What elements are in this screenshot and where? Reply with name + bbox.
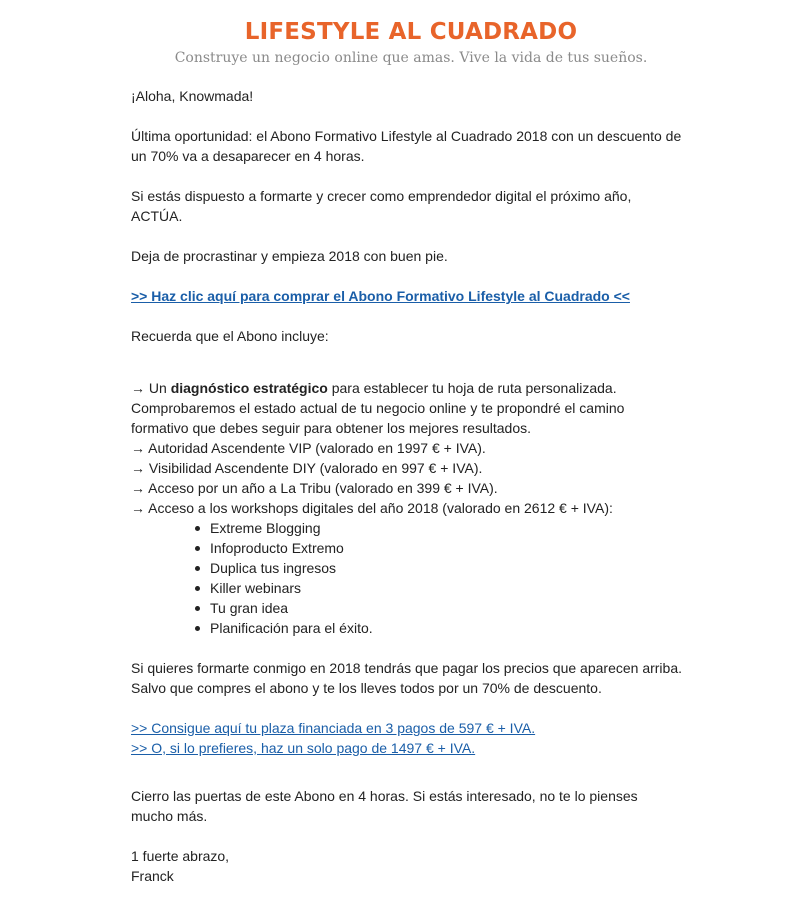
workshop-label: Killer webinars (210, 580, 302, 596)
item-diagnostic-line3: formativo que debes seguir para obtener los mejores resultados. (131, 420, 531, 436)
signature: Franck (131, 868, 174, 884)
single-payment-link[interactable]: >> O, si lo prefieres, haz un solo pago de 1497 € + IVA. (131, 740, 476, 756)
list-item (131, 518, 691, 538)
paragraph-act-line2: ACTÚA. (131, 208, 183, 224)
brand-tagline: Construye un negocio online que amas. Vive la vida de tus sueños. (174, 50, 648, 66)
item-autoridad: → Autoridad Ascendente VIP (valorado en 1997 € + IVA). (131, 440, 486, 456)
item-tribu: → Acceso por un año a La Tribu (valorado en 399 € + IVA). (131, 480, 498, 496)
paragraph-closing (131, 786, 691, 826)
signoff-line: 1 fuerte abrazo, (131, 848, 230, 864)
financed-payment-link[interactable]: >> Consigue aquí tu plaza financiada en 3 pagos de 597 € + IVA. (131, 720, 536, 736)
brand-logo-text: LIFESTYLE AL CUADRADO (244, 19, 578, 45)
item-diagnostic-prefix: → Un (131, 380, 171, 396)
item-diagnostic-bold: diagnóstico estratégico (170, 380, 328, 396)
workshops-list (131, 518, 691, 638)
list-item (131, 618, 691, 638)
paragraph-last-chance-line2: un 70% va a desaparecer en 4 horas. (131, 148, 365, 164)
paragraph-closing-line1: Cierro las puertas de este Abono en 4 horas. Si estás interesado, no te lo pienses (131, 788, 638, 804)
item-diagnostic-suffix: para establecer tu hoja de ruta personalizada. (327, 380, 617, 396)
email-body (131, 86, 691, 886)
list-item (131, 578, 691, 598)
buy-abono-link[interactable]: >> Haz clic aquí para comprar el Abono Formativo Lifestyle al Cuadrado << (131, 288, 630, 304)
list-item (131, 538, 691, 558)
paragraph-last-chance-line1: Última oportunidad: el Abono Formativo Lifestyle al Cuadrado 2018 con un descuento de (131, 128, 682, 144)
paragraph-prices-line2: Salvo que compres el abono y te los lleves todos por un 70% de descuento. (131, 680, 602, 696)
paragraph-prices-line1: Si quieres formarte conmigo en 2018 tendrás que pagar los precios que aparecen arriba. (131, 660, 682, 676)
item-workshops: → Acceso a los workshops digitales del año 2018 (valorado en 2612 € + IVA): (131, 500, 613, 516)
list-item (131, 598, 691, 618)
greeting: ¡Aloha, Knowmada! (131, 88, 254, 104)
paragraph-prices (131, 658, 691, 698)
paragraph-last-chance (131, 126, 691, 166)
workshop-label: Extreme Blogging (210, 520, 321, 536)
includes-intro: Recuerda que el Abono incluye: (131, 328, 329, 344)
payment-links (131, 718, 691, 758)
buy-link-paragraph (131, 286, 691, 306)
list-item (131, 558, 691, 578)
workshop-label: Duplica tus ingresos (210, 560, 337, 576)
email-header (0, 18, 792, 68)
item-visibilidad: → Visibilidad Ascendente DIY (valorado en 997 € + IVA). (131, 460, 483, 476)
item-diagnostic (131, 378, 691, 438)
signoff (131, 846, 691, 886)
workshop-label: Planificación para el éxito. (210, 620, 373, 636)
paragraph-act-line1: Si estás dispuesto a formarte y crecer como emprendedor digital el próximo año, (131, 188, 632, 204)
paragraph-act (131, 186, 691, 226)
paragraph-closing-line2: mucho más. (131, 808, 208, 824)
paragraph-procrastinate: Deja de procrastinar y empieza 2018 con buen pie. (131, 248, 448, 264)
item-diagnostic-line2: Comprobaremos el estado actual de tu negocio online y te propondré el camino (131, 400, 625, 416)
workshop-label: Tu gran idea (210, 600, 289, 616)
workshop-label: Infoproducto Extremo (210, 540, 344, 556)
